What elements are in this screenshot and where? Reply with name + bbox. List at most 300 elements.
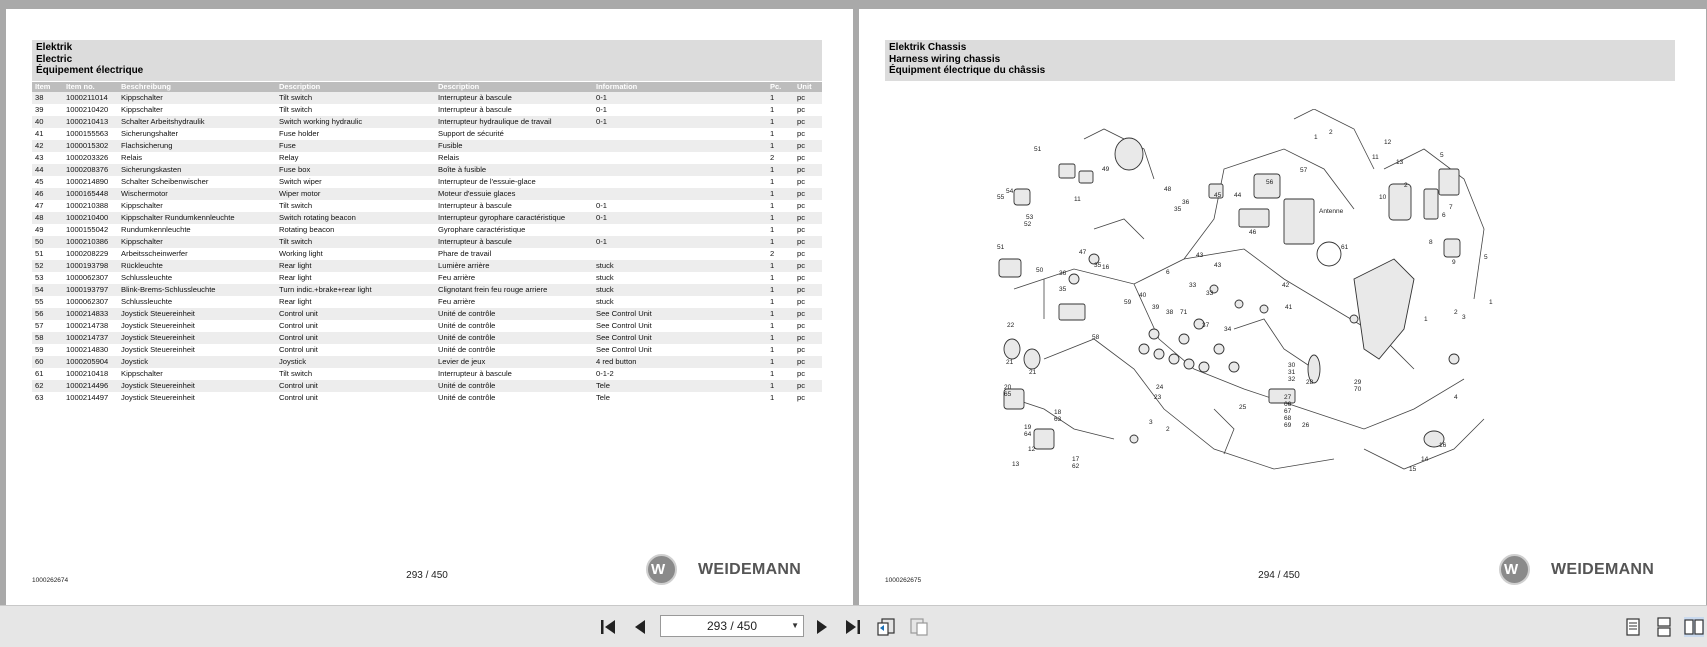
- svg-text:64: 64: [1024, 431, 1032, 438]
- svg-text:25: 25: [1239, 404, 1247, 411]
- svg-text:8: 8: [1429, 239, 1433, 246]
- table-cell: Joystick: [276, 356, 435, 368]
- table-cell: 1000210420: [66, 105, 109, 114]
- table-cell: Kippschalter: [121, 201, 163, 210]
- table-cell: 0-1: [593, 236, 767, 248]
- table-cell: Unité de contrôle: [435, 308, 593, 320]
- table-cell: Interrupteur à bascule: [438, 369, 512, 378]
- svg-text:1: 1: [1314, 134, 1318, 141]
- table-cell: pc: [794, 164, 822, 176]
- table-cell: pc: [794, 236, 822, 248]
- page-number-value: 293 / 450: [706, 619, 758, 633]
- continuous-page-icon[interactable]: [1654, 617, 1674, 637]
- svg-text:9: 9: [1452, 259, 1456, 266]
- table-cell: 43: [35, 153, 44, 162]
- table-cell: 0-1: [593, 116, 767, 128]
- table-cell: pc: [797, 345, 806, 354]
- table-cell: Control unit: [279, 345, 318, 354]
- table-cell: Arbeitsscheinwerfer: [121, 249, 188, 258]
- left-page: [6, 9, 853, 605]
- table-cell: Tilt switch: [279, 369, 313, 378]
- single-page-icon[interactable]: [1623, 617, 1643, 637]
- table-row: [32, 308, 822, 320]
- table-cell: Flachsicherung: [118, 140, 276, 152]
- table-cell: Levier de jeux: [435, 356, 593, 368]
- svg-text:28: 28: [1306, 379, 1314, 386]
- table-cell: pc: [794, 356, 822, 368]
- svg-text:68: 68: [1284, 415, 1292, 422]
- svg-text:43: 43: [1214, 262, 1222, 269]
- table-row: [32, 236, 822, 248]
- brand-wordmark: WEIDEMANN: [1551, 561, 1655, 578]
- page-number: 294 / 450: [1258, 570, 1300, 581]
- page-header: [32, 40, 822, 81]
- table-cell: 0-1: [593, 212, 767, 224]
- svg-text:5: 5: [1440, 152, 1444, 159]
- table-cell: Unité de contrôle: [435, 380, 593, 392]
- svg-text:70: 70: [1354, 386, 1362, 393]
- svg-text:15: 15: [1409, 466, 1417, 473]
- table-cell: Joystick Steuereinheit: [118, 332, 276, 344]
- table-cell: 1000210400: [63, 212, 118, 224]
- table-cell: pc: [797, 225, 806, 234]
- column-header: Description: [276, 82, 435, 92]
- table-cell: Schalter Scheibenwischer: [121, 177, 209, 186]
- table-cell: pc: [794, 140, 822, 152]
- table-cell: Rear light: [276, 260, 435, 272]
- svg-text:11: 11: [1074, 196, 1081, 203]
- table-cell: 58: [32, 332, 63, 344]
- svg-text:13: 13: [1396, 159, 1404, 166]
- svg-text:58: 58: [1092, 334, 1100, 341]
- table-cell: 0-1: [593, 92, 767, 104]
- svg-text:34: 34: [1224, 326, 1232, 333]
- svg-text:52: 52: [1024, 221, 1032, 228]
- svg-text:5: 5: [1484, 254, 1488, 261]
- svg-text:21: 21: [1029, 369, 1037, 376]
- table-cell: 42: [32, 140, 63, 152]
- table-cell: pc: [797, 321, 806, 330]
- svg-text:6: 6: [1442, 212, 1446, 219]
- table-cell: Interrupteur hydraulique de travail: [435, 116, 593, 128]
- svg-text:Antenne: Antenne: [1319, 208, 1344, 215]
- table-row: [32, 92, 822, 104]
- table-row: [32, 272, 822, 284]
- table-row: [32, 356, 822, 368]
- table-cell: 38: [32, 92, 63, 104]
- table-cell: Wiper motor: [276, 188, 435, 200]
- table-cell: Tilt switch: [279, 201, 313, 210]
- svg-text:37: 37: [1202, 322, 1210, 329]
- table-cell: Interrupteur à bascule: [438, 105, 512, 114]
- svg-text:26: 26: [1302, 422, 1310, 429]
- table-cell: pc: [797, 129, 806, 138]
- two-page-icon[interactable]: [1684, 617, 1704, 637]
- svg-text:32: 32: [1288, 376, 1296, 383]
- table-cell: [593, 188, 767, 200]
- table-cell: Wischermotor: [118, 188, 276, 200]
- svg-text:2: 2: [1166, 426, 1170, 433]
- table-cell: 55: [35, 297, 44, 306]
- table-cell: pc: [794, 308, 822, 320]
- header-title-de: Elektrik Chassis: [889, 42, 967, 53]
- table-cell: 56: [32, 308, 63, 320]
- table-cell: 1: [770, 225, 775, 234]
- svg-text:3: 3: [1149, 419, 1153, 426]
- table-cell: Kippschalter: [118, 236, 276, 248]
- table-cell: Tilt switch: [276, 92, 435, 104]
- svg-text:45: 45: [1214, 192, 1222, 199]
- svg-text:12: 12: [1384, 139, 1392, 146]
- table-cell: 1000062307: [66, 297, 109, 306]
- table-cell: pc: [797, 105, 806, 114]
- table-cell: Switch working hydraulic: [276, 116, 435, 128]
- table-cell: 49: [35, 225, 44, 234]
- table-cell: Control unit: [276, 380, 435, 392]
- table-cell: Schalter Arbeitshydraulik: [118, 116, 276, 128]
- table-cell: Interrupteur à bascule: [438, 201, 512, 210]
- table-cell: Joystick Steuereinheit: [118, 308, 276, 320]
- column-header: Information: [593, 82, 767, 92]
- table-cell: 1000062307: [66, 273, 109, 282]
- svg-text:35: 35: [1174, 206, 1182, 213]
- table-cell: [593, 248, 767, 260]
- table-cell: 1000193798: [63, 260, 118, 272]
- table-cell: Rear light: [279, 297, 312, 306]
- table-row: [32, 152, 822, 164]
- table-cell: 1: [770, 201, 775, 210]
- table-cell: Joystick Steuereinheit: [121, 321, 195, 330]
- page-number-input[interactable]: [660, 615, 804, 637]
- table-row: [32, 140, 822, 152]
- chevron-down-icon[interactable]: ▼: [791, 621, 799, 630]
- svg-text:38: 38: [1166, 309, 1174, 316]
- svg-text:56: 56: [1266, 179, 1274, 186]
- table-cell: 1000214833: [63, 308, 118, 320]
- table-cell: Kippschalter: [121, 105, 163, 114]
- table-cell: 0-1: [596, 105, 607, 114]
- table-cell: Switch wiper: [279, 177, 322, 186]
- table-cell: 0-1: [596, 201, 607, 210]
- table-cell: 2: [770, 249, 775, 258]
- table-cell: Gyrophare caractéristique: [438, 225, 526, 234]
- svg-text:59: 59: [1124, 299, 1132, 306]
- table-cell: pc: [797, 273, 806, 282]
- svg-text:1: 1: [1489, 299, 1493, 306]
- table-cell: 48: [32, 212, 63, 224]
- table-cell: Clignotant frein feu rouge arriere: [435, 284, 593, 296]
- table-cell: 1: [770, 321, 775, 330]
- table-cell: 1: [767, 116, 794, 128]
- weidemann-logo-icon: W: [646, 554, 677, 585]
- table-cell: pc: [797, 201, 806, 210]
- table-cell: Fuse box: [276, 164, 435, 176]
- table-cell: 1000210413: [63, 116, 118, 128]
- table-row: [32, 212, 822, 224]
- table-cell: 1: [770, 345, 775, 354]
- svg-text:51: 51: [997, 244, 1005, 251]
- header-title-en: Harness wiring chassis: [889, 53, 1001, 65]
- svg-text:23: 23: [1154, 394, 1162, 401]
- svg-text:43: 43: [1196, 252, 1204, 259]
- table-cell: 1: [767, 140, 794, 152]
- table-cell: 50: [32, 236, 63, 248]
- svg-text:27: 27: [1284, 394, 1292, 401]
- harness-wiring-diagram: [984, 109, 1504, 509]
- table-cell: 59: [35, 345, 44, 354]
- table-cell: Unité de contrôle: [438, 321, 496, 330]
- table-cell: 1: [770, 297, 775, 306]
- table-cell: 1000214738: [66, 321, 109, 330]
- header-title-fr: Équipment électrique du châssis: [889, 65, 1046, 76]
- table-cell: Lumière arrière: [435, 260, 593, 272]
- table-cell: Control unit: [279, 321, 318, 330]
- table-row: [32, 128, 822, 140]
- svg-text:14: 14: [1421, 456, 1429, 463]
- table-cell: See Control Unit: [596, 321, 652, 330]
- table-cell: pc: [794, 92, 822, 104]
- table-cell: 1000205904: [63, 356, 118, 368]
- table-cell: stuck: [593, 284, 767, 296]
- table-row: [32, 224, 822, 236]
- table-cell: pc: [794, 332, 822, 344]
- table-cell: Tilt switch: [279, 105, 313, 114]
- table-cell: 39: [35, 105, 44, 114]
- table-cell: 1: [767, 188, 794, 200]
- column-header: Pc.: [767, 82, 794, 92]
- table-cell: Tilt switch: [276, 236, 435, 248]
- svg-text:35: 35: [1059, 286, 1067, 293]
- svg-text:66: 66: [1284, 401, 1292, 408]
- table-cell: Rückleuchte: [118, 260, 276, 272]
- last-page-icon[interactable]: [843, 617, 863, 637]
- forward-view-icon[interactable]: [909, 617, 929, 637]
- table-cell: See Control Unit: [593, 308, 767, 320]
- table-cell: pc: [794, 380, 822, 392]
- table-cell: [593, 164, 767, 176]
- svg-text:44: 44: [1234, 192, 1242, 199]
- table-cell: 1000193797: [63, 284, 118, 296]
- table-cell: pc: [797, 177, 806, 186]
- back-view-icon[interactable]: [876, 617, 896, 637]
- svg-text:17: 17: [1072, 456, 1080, 463]
- table-cell: pc: [797, 369, 806, 378]
- table-cell: 45: [35, 177, 44, 186]
- table-cell: Feu arrière: [438, 297, 476, 306]
- table-cell: 1: [767, 92, 794, 104]
- next-page-icon[interactable]: [812, 617, 832, 637]
- table-cell: 1: [767, 380, 794, 392]
- table-cell: 1: [770, 177, 775, 186]
- table-cell: See Control Unit: [593, 332, 767, 344]
- svg-text:54: 54: [1006, 188, 1014, 195]
- table-row: [32, 296, 822, 308]
- table-cell: 1000214496: [63, 380, 118, 392]
- svg-text:4: 4: [1454, 394, 1458, 401]
- table-cell: Tele: [596, 393, 610, 402]
- table-cell: Switch rotating beacon: [276, 212, 435, 224]
- table-cell: stuck: [596, 273, 614, 282]
- header-title-fr: Équipement électrique: [36, 65, 144, 76]
- table-cell: 1: [770, 369, 775, 378]
- brand-wordmark: WEIDEMANN: [698, 561, 802, 578]
- table-cell: 44: [32, 164, 63, 176]
- table-cell: Unité de contrôle: [438, 345, 496, 354]
- table-cell: Kippschalter: [121, 369, 163, 378]
- svg-text:16: 16: [1439, 442, 1447, 449]
- svg-text:31: 31: [1288, 369, 1296, 376]
- table-cell: pc: [794, 260, 822, 272]
- table-cell: 1000155563: [66, 129, 109, 138]
- table-row: [32, 380, 822, 392]
- table-cell: stuck: [596, 297, 614, 306]
- table-cell: Fusible: [435, 140, 593, 152]
- table-cell: 40: [32, 116, 63, 128]
- table-cell: 1000211014: [63, 92, 118, 104]
- table-cell: Interrupteur gyrophare caractéristique: [435, 212, 593, 224]
- table-cell: Relay: [279, 153, 299, 162]
- table-cell: 1000214737: [63, 332, 118, 344]
- svg-text:67: 67: [1284, 408, 1292, 415]
- table-cell: 57: [35, 321, 44, 330]
- page-header: [885, 40, 1675, 81]
- svg-text:20: 20: [1004, 384, 1012, 391]
- table-cell: Joystick Steuereinheit: [121, 393, 195, 402]
- svg-text:12: 12: [1028, 446, 1036, 453]
- svg-text:1: 1: [1424, 316, 1428, 323]
- table-cell: Kippschalter: [118, 92, 276, 104]
- table-cell: 1000214830: [66, 345, 109, 354]
- first-page-icon[interactable]: [598, 617, 618, 637]
- table-cell: 1: [767, 236, 794, 248]
- table-cell: Moteur d'essuie glaces: [435, 188, 593, 200]
- table-cell: 1000214890: [66, 177, 109, 186]
- table-row: [32, 260, 822, 272]
- svg-text:10: 10: [1379, 194, 1387, 201]
- svg-text:49: 49: [1102, 166, 1110, 173]
- svg-text:35: 35: [1094, 262, 1102, 269]
- table-cell: 1: [770, 393, 775, 402]
- svg-text:65: 65: [1004, 391, 1012, 398]
- table-cell: Sicherungshalter: [121, 129, 178, 138]
- table-cell: Fuse: [276, 140, 435, 152]
- table-cell: See Control Unit: [596, 345, 652, 354]
- table-cell: Tele: [593, 380, 767, 392]
- table-cell: Control unit: [279, 393, 318, 402]
- table-row: [32, 104, 822, 116]
- column-header: Beschreibung: [118, 82, 276, 92]
- table-cell: 1: [770, 273, 775, 282]
- table-cell: Control unit: [276, 332, 435, 344]
- svg-text:16: 16: [1102, 264, 1110, 271]
- table-row: [32, 344, 822, 356]
- table-header-row: [32, 82, 822, 92]
- table-cell: 1000203326: [66, 153, 109, 162]
- table-row: [32, 332, 822, 344]
- table-cell: Rundumkennleuchte: [121, 225, 191, 234]
- table-cell: 1000155042: [66, 225, 109, 234]
- table-cell: pc: [794, 188, 822, 200]
- table-cell: Interrupteur à bascule: [435, 92, 593, 104]
- table-cell: Feu arrière: [438, 273, 476, 282]
- table-cell: [593, 152, 767, 164]
- table-cell: 1: [767, 308, 794, 320]
- table-row: [32, 164, 822, 176]
- table-cell: 1000214497: [66, 393, 109, 402]
- right-page: [859, 9, 1706, 605]
- table-cell: pc: [794, 116, 822, 128]
- table-cell: 1: [767, 260, 794, 272]
- table-cell: 1: [767, 212, 794, 224]
- prev-page-icon[interactable]: [630, 617, 650, 637]
- svg-text:33: 33: [1206, 290, 1214, 297]
- table-cell: Unité de contrôle: [438, 393, 496, 402]
- table-cell: [593, 176, 767, 188]
- svg-text:19: 19: [1024, 424, 1032, 431]
- svg-text:7: 7: [1449, 204, 1453, 211]
- header-title-en: Electric: [36, 53, 73, 65]
- svg-text:61: 61: [1341, 244, 1349, 251]
- svg-text:11: 11: [1372, 154, 1379, 161]
- doc-number: 1000262674: [32, 577, 69, 584]
- weidemann-logo-icon: W: [1499, 554, 1530, 585]
- svg-text:29: 29: [1354, 379, 1362, 386]
- svg-text:62: 62: [1072, 463, 1080, 470]
- column-header: Item: [32, 82, 63, 92]
- svg-text:6: 6: [1166, 269, 1170, 276]
- table-cell: 1: [767, 332, 794, 344]
- table-cell: pc: [797, 297, 806, 306]
- table-cell: 60: [32, 356, 63, 368]
- svg-text:42: 42: [1282, 282, 1290, 289]
- svg-text:71: 71: [1180, 309, 1188, 316]
- doc-number: 1000262675: [885, 577, 922, 584]
- table-cell: Turn indic.+brake+rear light: [276, 284, 435, 296]
- table-row: [32, 320, 822, 332]
- table-cell: 1000015302: [63, 140, 118, 152]
- column-header: Item no.: [63, 82, 118, 92]
- table-cell: pc: [797, 393, 806, 402]
- table-cell: pc: [797, 153, 806, 162]
- svg-text:24: 24: [1156, 384, 1164, 391]
- svg-text:53: 53: [1026, 214, 1034, 221]
- table-cell: 52: [32, 260, 63, 272]
- table-cell: Unité de contrôle: [435, 332, 593, 344]
- table-cell: 61: [35, 369, 44, 378]
- table-cell: Relais: [438, 153, 460, 162]
- table-cell: Joystick: [118, 356, 276, 368]
- brand-logo: [1499, 552, 1679, 592]
- brand-logo: [646, 552, 826, 592]
- table-row: [32, 392, 822, 404]
- svg-text:18: 18: [1054, 409, 1062, 416]
- table-cell: 1000208376: [63, 164, 118, 176]
- table-cell: 1: [767, 284, 794, 296]
- table-cell: Interrupteur de l'essuie-glace: [438, 177, 536, 186]
- table-cell: 41: [35, 129, 44, 138]
- page-number: 293 / 450: [406, 570, 448, 581]
- table-cell: 54: [32, 284, 63, 296]
- table-cell: stuck: [593, 260, 767, 272]
- svg-text:36: 36: [1059, 270, 1067, 277]
- table-cell: 1000208229: [66, 249, 109, 258]
- table-cell: Schlussleuchte: [121, 297, 173, 306]
- table-cell: Rotating beacon: [279, 225, 335, 234]
- table-cell: Fuse holder: [279, 129, 320, 138]
- table-cell: Control unit: [276, 308, 435, 320]
- svg-text:63: 63: [1054, 416, 1062, 423]
- table-cell: 62: [32, 380, 63, 392]
